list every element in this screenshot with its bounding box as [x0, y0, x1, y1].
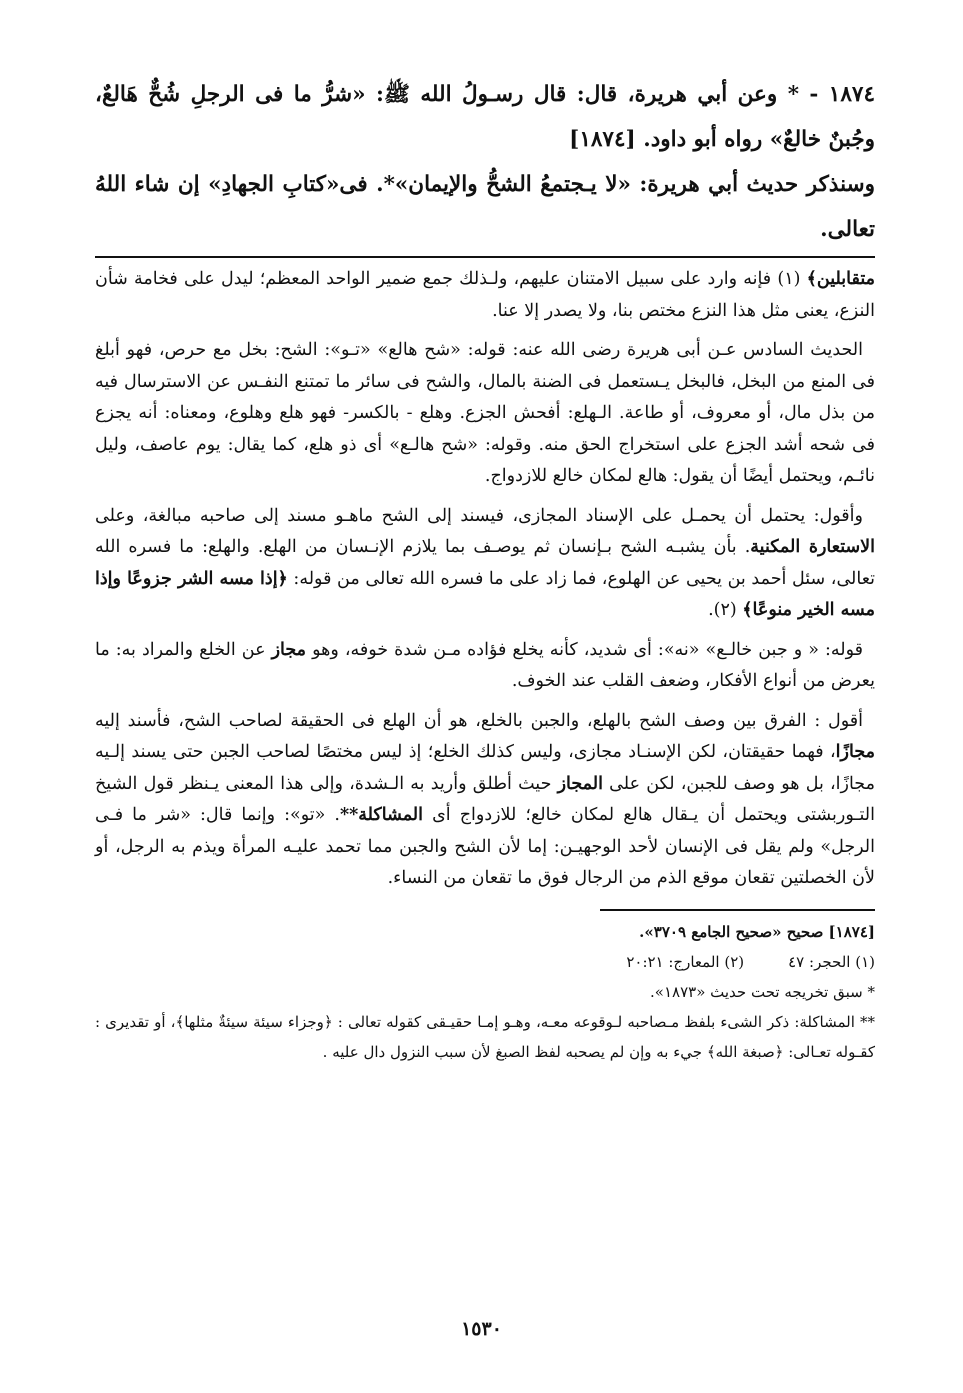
hadith-block: [95, 72, 875, 252]
hadith-reference: [١٨٧٤]: [569, 127, 636, 152]
commentary-paragraph-4: [95, 635, 875, 698]
book-page: [95, 72, 875, 1393]
footnote-reference: [١٨٧٤] صحيح «صحيح الجامع ٣٧٠٩».: [639, 922, 875, 941]
bold-term: مجاز: [271, 639, 307, 660]
commentary-text: ، فهما حقيقتان، لكن الإسنـاد مجازى، وليس كذلك الخلع؛ إذ ليس مختصًا لصاحب الجبن حتى يسند إلـيه مجازًا، بل هو وصف للجبن، لكن على: [95, 742, 875, 794]
commentary-text: وأقول: يحتمل أن يحمـل على الإسناد المجازى، فيسند إلى الشح ماهـو مسند إلى صاحبه مبالغة، وعلى: [95, 505, 863, 526]
commentary-paragraph-2: الحديث السادس عـن أبى هريرة رضى الله عنه: قوله: «شح هالع» «تـو»: الشح: بخل مع حرص، فهو أبلغ فى المنع من البخل، فالبخل يـستعمل فى الضنة بالمال، والشح فى سائر ما تمتنع النفـس عن الاسترسال فيه من بذل مال، أو معروف، أو طاعة. الـهلع: أفحش الجزع. وهلع - بالكسر- فهو هلع وهلوع، ومعناه: أنه يجزع فى شحه أشد الجزع على استخراج الحق منه. وقوله: «شح هالـع» أى ذو هلع، كما يقال: يوم عاصف، وليل نائـم، ويحتمل أيضًا أن يقول: هالع لمكان خالع للازدواج.: [95, 340, 875, 486]
footnote-double-star: ** المشاكلة: ذكر الشىء بلفظ مـصاحبه لـوقوعه معـه، وهـو إمـا حقيـقى كقوله تعالى : ﴿وجزاء سيئة سيئةٌ مثلها﴾، أو تقديرى : كقـوله تعـالى: ﴿صبغة الله﴾ جيء به وإن لم يصحبه لفظ الصبغ لأن سبب النزول دال عليه .: [95, 1012, 875, 1061]
footnote-star: * سبق تخريجه تحت حديث «١٨٧٣».: [650, 982, 875, 1001]
bold-term: مجازًا: [835, 742, 875, 762]
commentary-paragraph-1: [95, 264, 875, 327]
commentary-paragraph-5: [95, 706, 875, 895]
page-number: ١٥٣٠: [461, 1318, 502, 1340]
hadith-text: [95, 72, 875, 162]
commentary-text: قوله: « و جبن خالـع» «نه»: أى شديد، كأنه يخلع فؤاده مـن شدة خوفه، وهو: [306, 639, 864, 660]
commentary-text: (١) فإنه وارد على سبيل الامتنان عليهم، ولـذلك جمع ضمير الواحد المعظم؛ ليدل على فخامة شأن النزع، يعنى مثل هذا النزع مختص بنا، ولا يصدر إلا عنا.: [95, 269, 875, 321]
commentary-text: . بأن يشبـه الشح بـإنسان ثم يوصـف بما يلازم الإنـسان من الهلع. والهلع: ما فسره الله تعالى، سئل أحمد بن يحيى عن الهلوع، فما زاد على ما فسره الله تعالى من قوله:: [95, 537, 876, 589]
quran-verse: ﴿إذا مسه الشر جزوعًا وإذا مسه الخير منوعًا﴾: [95, 568, 875, 620]
bold-term: المجاز: [557, 773, 603, 794]
hadith-note: [95, 162, 875, 252]
section-divider: [95, 256, 875, 258]
commentary-block: [95, 264, 875, 895]
bold-term: المشاكلة**: [339, 805, 424, 825]
footnote-1: (١) الحجر: ٤٧: [788, 952, 875, 971]
footnotes: [95, 917, 875, 1067]
footnote-numbered: [95, 947, 875, 977]
commentary-text: . «تو»: وإنما قال: «شر ما فـى الرجل» ولم يقل فى الإنسان لأحد الوجهيـن: إما لأن الشح والجبن مما تحمد عليـه المرأة ويذم به الرجل، أو لأن الخصلتين تقعان موقع الذم من الرجال فوق ما تقعان من النساء.: [95, 805, 875, 888]
commentary-text: عن الخلع والمراد به: ما يعرض من أنواع الأفكار، وضعف القلب عند الخوف.: [95, 639, 875, 691]
hadith-line-1: ١٨٧٤ - * وعن أبي هريرة، قال: قال رسـولُ الله ﷺ: «شرُّ ما فى الرجلِ شُحٌّ: [148, 82, 875, 107]
footnote-divider: [600, 909, 875, 911]
bold-term: الاستعارة المكنية: [750, 537, 875, 557]
hadith-line-2: هَالعٌ، وجُبنٌ خالعٌ» رواه أبو داود.: [95, 82, 875, 152]
commentary-paragraph-3: [95, 501, 875, 627]
footnote-2: (٢) المعارج: ٢٠:٢١: [626, 952, 745, 971]
hadith-line-4: شاء اللهُ تعالى.: [95, 172, 875, 242]
commentary-text: (٢).: [708, 600, 743, 620]
quran-fragment: متقابلين﴾: [806, 269, 875, 289]
commentary-text: أقول : الفرق بين وصف الشح بالهلع، والجبن بالخلع، هو أن الهلع فى الحقيقة لصاحب الشح، فأسند إليه: [95, 710, 863, 731]
commentary-text: حيث أطلق وأريد به الـشدة، وإلى هذا المعنى يـنظر قول الشيخ التـوربشتى ويحتمل أن يـقال هالع لمكان خالع؛ للازدواج أى: [95, 773, 875, 825]
hadith-line-3: وسنذكر حديث أبي هريرة: «لا يـجتمعُ الشحُّ والإيمان»*. فى«كتابِ الجهادِ» إن: [177, 172, 875, 197]
